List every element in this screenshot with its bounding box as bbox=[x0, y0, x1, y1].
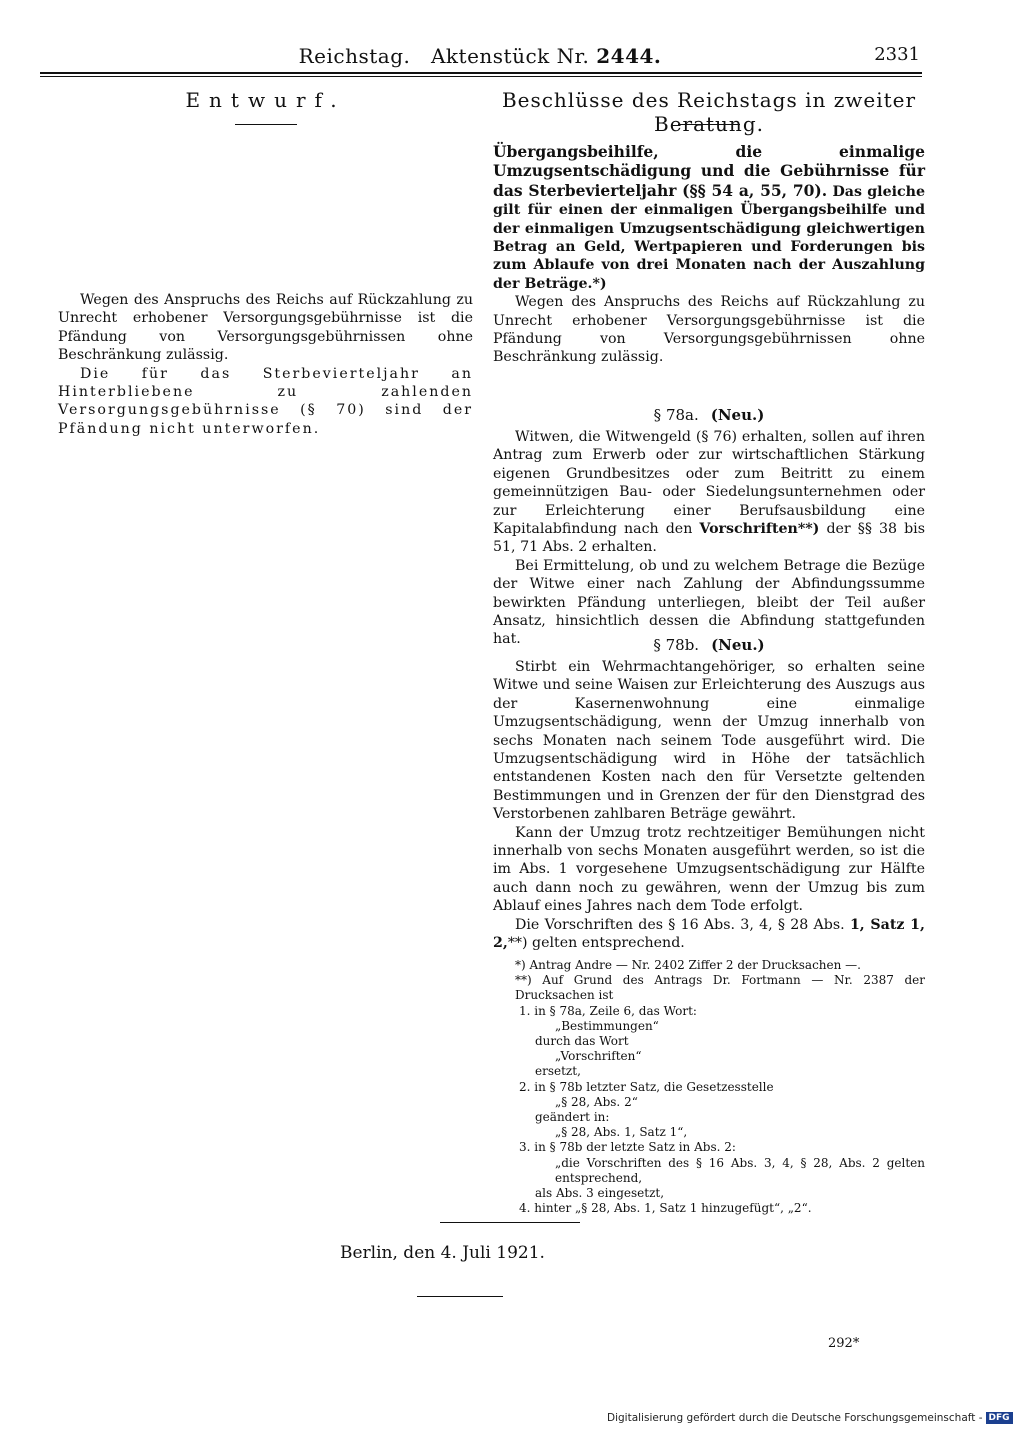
section-78b-para3-end: **) gelten entsprechend. bbox=[507, 935, 685, 952]
footnote-item-4: 4. hinter „§ 28, Abs. 1, Satz 1 hinzugefügt“, „2“. bbox=[519, 1201, 812, 1216]
footnote-item-1d: ersetzt, bbox=[535, 1064, 581, 1079]
section-78a-para1-end: der §§ 38 bis 51, 71 Abs. 2 erhalten. bbox=[493, 521, 925, 556]
credit-text: Digitalisierung gefördert durch die Deutsche Forschungsgemeinschaft - bbox=[607, 1412, 983, 1424]
section-78b-para3-start: Die Vorschriften des § 16 Abs. 3, 4, § 28 Abs. bbox=[515, 916, 845, 933]
right-paragraph-2: Wegen des Anspruchs des Reichs auf Rückzahlung zu Unrecht erhobener Versorgungsgebührnisse ist die Pfändung von Versorgungsgebührnissen ohne Beschränkung zulässig. bbox=[493, 294, 925, 366]
footnote-item-3b: als Abs. 3 eingesetzt, bbox=[535, 1186, 665, 1201]
left-column bbox=[58, 88, 473, 437]
running-head-title bbox=[40, 44, 920, 68]
section-78a-para1-bold: Vorschriften**) bbox=[699, 521, 820, 538]
left-paragraph-2: Die für das Sterbevierteljahr an Hinterbliebene zu zahlenden Versorgungsgebührnisse (§ 70) sind der Pfändung nicht unterworfen. bbox=[58, 365, 473, 437]
section-78b bbox=[493, 636, 925, 953]
footnotes bbox=[493, 958, 925, 1216]
section-78b-neu: (Neu.) bbox=[711, 636, 765, 654]
section-78a-title bbox=[493, 406, 925, 428]
section-78b-paragraph-2: Kann der Umzug trotz rechtzeitiger Bemühungen nicht innerhalb von sechs Monaten ausgeführt werden, so ist die im Abs. 1 vorgesehene Umzugsentschädigung zur Hälfte auch dann noch zu gewähren, wenn der Umzug bis zum Ablauf eines Jahres nach dem Tode erfolgt. bbox=[493, 824, 925, 915]
right-paragraph-1 bbox=[493, 143, 925, 293]
dateline-rule bbox=[417, 1296, 503, 1297]
header-reichstag: Reichstag. bbox=[298, 44, 411, 68]
section-78a-number: § 78a. bbox=[653, 406, 699, 424]
right-paragraph-1-rest: Das gleiche gilt für einen der einmaligen Übergangsbeihilfe und der einmaligen Umzugsentschädigung gleichwertigen Betrag an Geld, Wertpapieren und Forderungen bis zum Ablaufe von drei Monaten nach der Auszahlung der Beträge.*) bbox=[493, 183, 925, 292]
section-78a-paragraph-1 bbox=[493, 428, 925, 557]
right-paragraph-1-lead: Übergangsbeihilfe, die einmalige Umzugsentschädigung und die Gebührnisse für das Sterbevierteljahr (§§ 54 a, 55, 70). bbox=[493, 142, 925, 200]
right-text-block bbox=[493, 143, 925, 367]
footnote-item-1b: durch das Wort bbox=[535, 1034, 629, 1049]
dateline: Berlin, den 4. Juli 1921. bbox=[340, 1243, 545, 1263]
footnote-2: **) Auf Grund des Antrags Dr. Fortmann — Nr. 2387 der Drucksachen ist bbox=[515, 973, 925, 1003]
section-78b-para3-bold: 1, Satz 1, 2, bbox=[493, 916, 925, 952]
left-column-heading: Entwurf. bbox=[185, 88, 346, 112]
left-paragraph-1: Wegen des Anspruchs des Reichs auf Rückzahlung zu Unrecht erhobener Versorgungsgebührnisse ist die Pfändung von Versorgungsgebührnissen ohne Beschränkung zulässig. bbox=[58, 292, 473, 364]
folio: 292* bbox=[828, 1336, 860, 1351]
running-head bbox=[40, 40, 920, 72]
header-rule-thin bbox=[40, 76, 922, 77]
section-78b-title bbox=[493, 636, 925, 658]
right-column-heading: Beschlüsse des Reichstags in zweiter Beratung. bbox=[501, 88, 917, 136]
section-78a bbox=[493, 406, 925, 649]
section-78a-neu: (Neu.) bbox=[710, 406, 765, 424]
footnote-item-1: 1. in § 78a, Zeile 6, das Wort: bbox=[519, 1003, 697, 1018]
footnote-item-2c: „§ 28, Abs. 1, Satz 1“, bbox=[555, 1125, 688, 1140]
footnote-item-1a: „Bestimmungen“ bbox=[555, 1018, 659, 1033]
footnote-1: *) Antrag Andre — Nr. 2402 Ziffer 2 der Drucksachen —. bbox=[515, 958, 861, 972]
section-78b-paragraph-1: Stirbt ein Wehrmachtangehöriger, so erhalten seine Witwe und seine Waisen zur Erleichterung des Auszugs aus der Kasernenwohnung eine einmalige Umzugsentschädigung, wenn der Umzug innerhalb von sechs Monaten nach seinem Tode ausgeführt wird. Die Umzugsentschädigung wird in Höhe der tatsächlich entstandenen Kosten nach den für Versetzte geltenden Bestimmungen und in Grenzen der für den Dienstgrad des Verstorbenen zahlbaren Beträge gewährt. bbox=[493, 659, 925, 823]
footnote-item-1c: „Vorschriften“ bbox=[555, 1049, 642, 1064]
footnote-item-2: 2. in § 78b letzter Satz, die Gesetzesstelle bbox=[519, 1079, 774, 1094]
dfg-logo: DFG bbox=[986, 1412, 1013, 1424]
footnote-item-3a: „die Vorschriften des § 16 Abs. 3, 4, § 28, Abs. 2 gelten entsprechend, bbox=[555, 1155, 925, 1185]
page-number: 2331 bbox=[874, 44, 920, 65]
footnote-item-2a: „§ 28, Abs. 2“ bbox=[555, 1094, 638, 1109]
header-rule bbox=[40, 72, 922, 74]
section-78a-para1-start: Witwen, die Witwengeld (§ 76) erhalten, sollen auf ihren Antrag zum Erwerb oder zur wirtschaftlichen Stärkung eigenen Grundbesitzes oder zum Beitritt zu einem gemeinnützigen Bau- oder Siedelungsunternehmen oder zur Erleichterung einer Berufsausbildung eine Kapitalabfindung nach den bbox=[493, 429, 925, 538]
right-column bbox=[493, 88, 925, 1216]
section-78b-number: § 78b. bbox=[653, 636, 700, 654]
header-aktenstueck: Aktenstück Nr. bbox=[430, 44, 590, 68]
footnote-item-3: 3. in § 78b der letzte Satz in Abs. 2: bbox=[519, 1140, 736, 1155]
header-number: 2444. bbox=[596, 44, 662, 68]
closing-rule bbox=[440, 1222, 580, 1223]
left-heading-rule bbox=[235, 124, 297, 125]
section-78b-paragraph-3 bbox=[493, 916, 925, 953]
section-78a-paragraph-2: Bei Ermittelung, ob und zu welchem Betrage die Bezüge der Witwe einer nach Zahlung der Abfindungssumme bewirkten Pfändung unterliegen, bleibt der Teil außer Ansatz, hinsichtlich dessen die Abfindung stattgefunden hat. bbox=[493, 557, 925, 648]
footnote-item-2b: geändert in: bbox=[535, 1110, 610, 1125]
digitization-credit bbox=[607, 1412, 1010, 1424]
left-text-block bbox=[58, 291, 473, 438]
